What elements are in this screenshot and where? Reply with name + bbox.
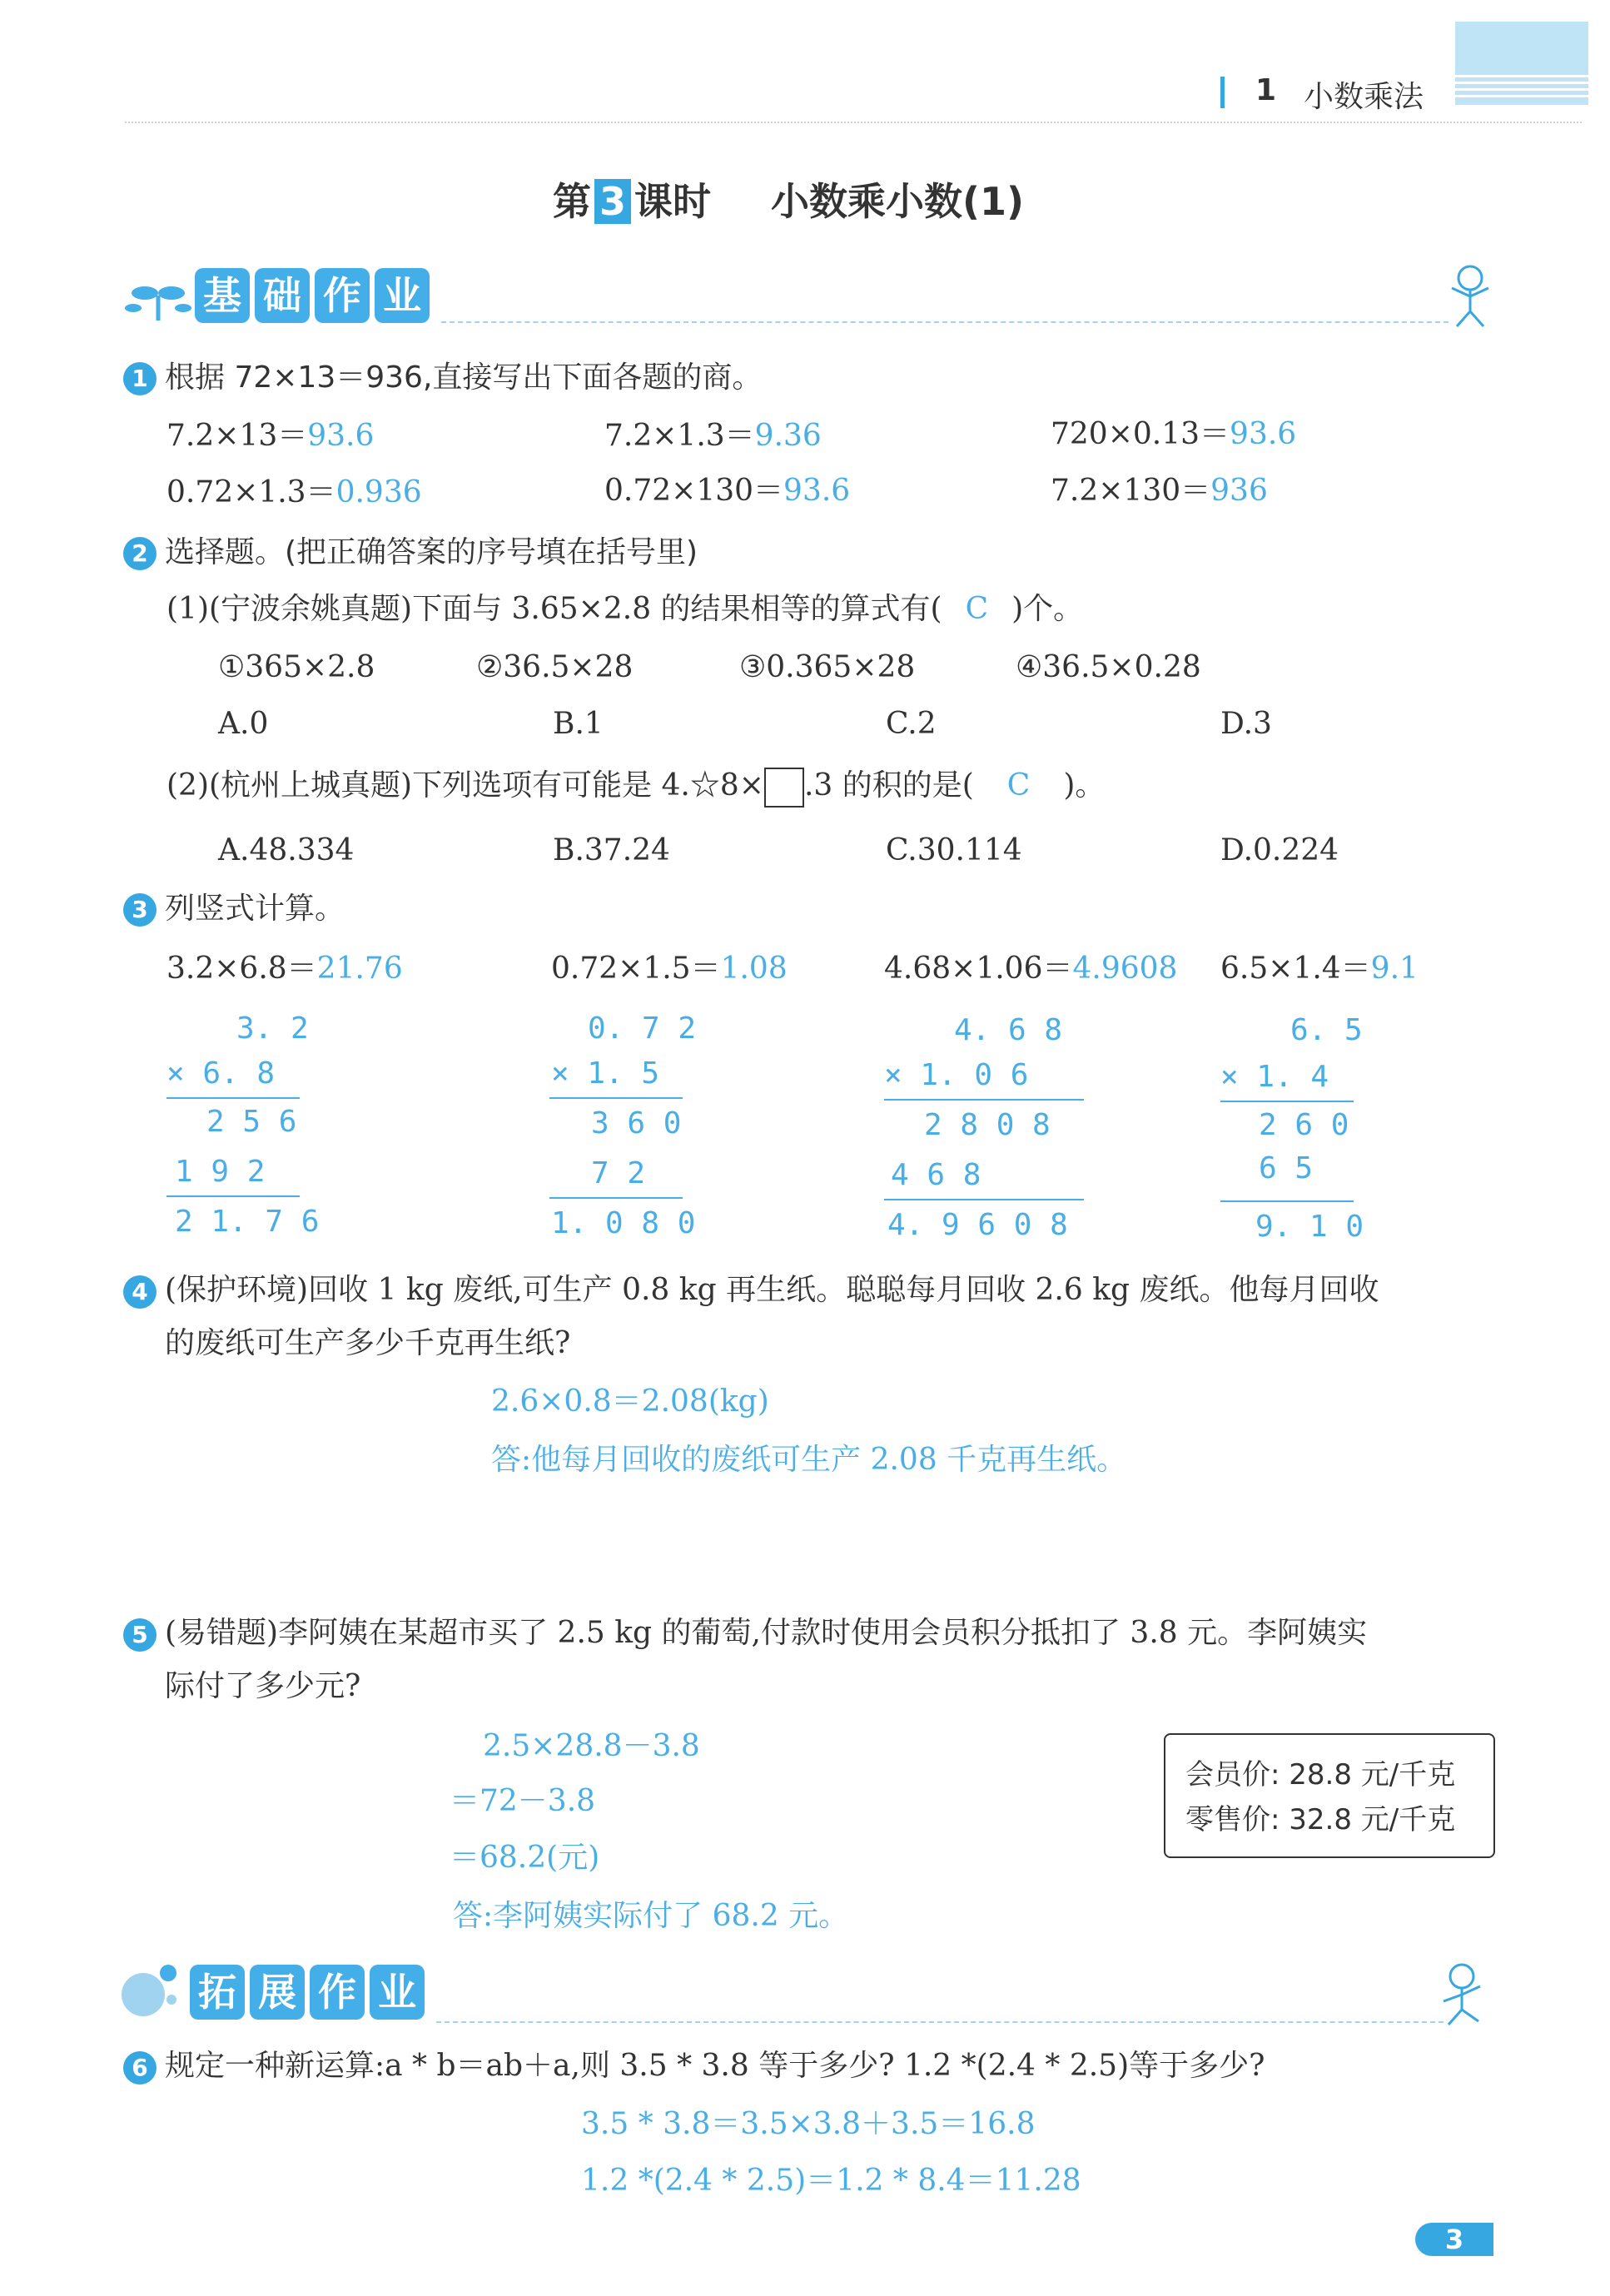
q2-option: ②36.5×28 [476, 650, 634, 684]
stem-text: )。 [1063, 768, 1106, 803]
vertical-row: × 1. 4 [1220, 1060, 1329, 1094]
q1-item [604, 418, 822, 455]
q2-choice: D.3 [1220, 707, 1272, 741]
stem-text: )个。 [1011, 592, 1084, 626]
answer: 93.6 [307, 419, 375, 453]
vertical-rule [884, 1199, 1084, 1200]
answer: C [965, 592, 989, 626]
q1-item [604, 473, 850, 509]
vertical-row: 1. 0 8 0 [551, 1206, 696, 1240]
answer: 21.76 [316, 952, 403, 986]
vertical-row: 3. 2 [236, 1011, 309, 1046]
q3-item [166, 951, 403, 987]
expression: 720×0.13＝ [1051, 417, 1230, 451]
q2-part2-stem [166, 768, 1105, 808]
question-text-cont: 际付了多少元? [165, 1669, 361, 1703]
expression: 7.2×13＝ [166, 419, 308, 453]
q3-item [1220, 951, 1419, 987]
section-basic-char: 础 [255, 268, 310, 323]
q3-item [884, 951, 1177, 987]
price-box [1164, 1733, 1495, 1858]
expression: 6.5×1.4＝ [1220, 952, 1371, 986]
question-number: 3 [123, 893, 157, 927]
vertical-rule [1220, 1101, 1354, 1102]
q5-work-line: 2.5×28.8－3.8 [483, 1729, 700, 1763]
section-basic-char: 作 [315, 268, 370, 323]
price-retail: 零售价: 32.8 元/千克 [1185, 1803, 1456, 1836]
q1-item [1051, 473, 1268, 509]
section-ext-divider [436, 2021, 1444, 2023]
cartoon-kid-icon [1440, 263, 1500, 333]
vertical-row: 0. 7 2 [588, 1011, 697, 1046]
expression: 0.72×1.3＝ [166, 475, 336, 509]
expression: 0.72×130＝ [604, 474, 784, 508]
vertical-row: 1 9 2 [175, 1155, 266, 1189]
chapter-number: 1 [1255, 73, 1277, 107]
lesson-prefix: 第 [553, 179, 591, 224]
section-ext-char: 业 [370, 1965, 425, 2020]
question-text: (保护环境)回收 1 kg 废纸,可生产 0.8 kg 再生纸。聪聪每月回收 2.6 kg 废纸。他每月回收 [165, 1273, 1379, 1307]
q2-choice: D.0.224 [1220, 833, 1339, 867]
vertical-row: 4. 9 6 0 8 [887, 1208, 1068, 1242]
stem-text: (1)(宁波余姚真题)下面与 3.65×2.8 的结果相等的算式有( [166, 592, 942, 626]
vertical-row: 2 5 6 [206, 1105, 297, 1139]
vertical-row: 7 2 [591, 1156, 646, 1190]
q2-choice: A.0 [218, 707, 269, 741]
question-1 [123, 360, 762, 396]
vertical-row: × 1. 5 [551, 1056, 660, 1091]
lesson-suffix: 课时 [634, 179, 711, 224]
cartoon-kid-icon [1432, 1961, 1492, 2031]
question-6 [123, 2048, 1265, 2085]
q2-option: ①365×2.8 [218, 650, 375, 684]
question-text: 列竖式计算。 [165, 892, 345, 926]
question-text-cont: 的废纸可生产多少千克再生纸? [165, 1326, 571, 1360]
answer: 1.08 [720, 952, 788, 986]
answer: 9.1 [1370, 952, 1419, 986]
section-ext-char: 拓 [190, 1965, 245, 2020]
question-2 [123, 534, 698, 571]
answer: 0.936 [335, 475, 422, 509]
header-divider [125, 122, 1582, 123]
q2-option: ③0.365×28 [739, 650, 916, 684]
question-text: 规定一种新运算:a * b＝ab＋a,则 3.5 * 3.8 等于多少? 1.2 *(2.4 * 2.5)等于多少? [165, 2049, 1265, 2083]
sprout-icon [125, 275, 191, 328]
answer: 4.9608 [1072, 952, 1178, 986]
vertical-row: 6 5 [1259, 1151, 1314, 1185]
q3-item [551, 951, 788, 987]
price-member: 会员价: 28.8 元/千克 [1185, 1758, 1456, 1792]
vertical-rule [549, 1197, 683, 1199]
q5-work-line: ＝72－3.8 [450, 1784, 596, 1818]
vertical-row: 3 6 0 [591, 1106, 682, 1141]
page-number-tab [1415, 2223, 1493, 2256]
q4-work: 2.6×0.8＝2.08(kg) [491, 1384, 769, 1419]
q1-item [1051, 416, 1296, 453]
bubbles-icon [117, 1956, 183, 2026]
vertical-row: 6. 5 [1290, 1013, 1363, 1047]
question-number: 5 [123, 1618, 157, 1652]
section-basic-title [195, 268, 435, 323]
section-basic-char: 业 [375, 268, 430, 323]
q6-work-line: 3.5 * 3.8＝3.5×3.8＋3.5＝16.8 [581, 2107, 1036, 2141]
answer: 93.6 [1230, 417, 1297, 451]
vertical-row: 2 6 0 [1259, 1108, 1349, 1142]
vertical-rule [1220, 1200, 1354, 1202]
vertical-row: 4 6 8 [891, 1158, 981, 1192]
answer: 9.36 [754, 419, 822, 453]
q2-choice: B.37.24 [553, 833, 670, 867]
expression: 7.2×130＝ [1051, 474, 1211, 508]
vertical-row: 2 8 0 8 [924, 1108, 1051, 1142]
vertical-rule [549, 1097, 683, 1099]
vertical-rule [166, 1195, 300, 1197]
q4-answer: 答:他每月回收的废纸可生产 2.08 千克再生纸。 [491, 1443, 1127, 1477]
header-stripes [1455, 75, 1588, 100]
vertical-rule [884, 1099, 1084, 1101]
section-basic-divider [441, 321, 1449, 323]
section-basic-char: 基 [195, 268, 250, 323]
question-4 [123, 1272, 1379, 1309]
answer: 93.6 [783, 474, 851, 508]
question-5 [123, 1615, 1367, 1652]
section-ext-char: 展 [250, 1965, 305, 2020]
q2-part1-stem [166, 591, 1083, 628]
q2-choice: C.30.114 [886, 833, 1022, 867]
expression: 0.72×1.5＝ [551, 952, 721, 986]
stem-text: .3 的积的是( [803, 768, 974, 803]
q2-choice: B.1 [553, 707, 604, 741]
q2-option: ④36.5×0.28 [1016, 650, 1201, 684]
answer: 936 [1210, 474, 1268, 508]
vertical-rule [166, 1097, 300, 1099]
expression: 3.2×6.8＝ [166, 952, 317, 986]
vertical-row: × 6. 8 [166, 1056, 276, 1091]
vertical-row: 9. 1 0 [1255, 1210, 1364, 1244]
header-bar [1220, 77, 1225, 108]
chapter-title: 小数乘法 [1304, 80, 1424, 114]
blank-box [764, 768, 804, 808]
question-number: 6 [123, 2051, 157, 2085]
q1-item [166, 475, 422, 511]
section-ext-char: 作 [310, 1965, 365, 2020]
section-ext-title [190, 1965, 430, 2020]
question-text: 根据 72×13＝936,直接写出下面各题的商。 [165, 360, 763, 395]
q2-choice: A.48.334 [218, 833, 355, 867]
stem-text: (2)(杭州上城真题)下列选项有可能是 4.☆8× [166, 768, 764, 803]
q6-work-line: 1.2 *(2.4 * 2.5)＝1.2 * 8.4＝11.28 [581, 2164, 1081, 2198]
expression: 7.2×1.3＝ [604, 419, 755, 453]
vertical-row: 2 1. 7 6 [175, 1205, 320, 1239]
question-3 [123, 891, 345, 927]
page-number: 3 [1444, 2224, 1464, 2255]
vertical-row: 4. 6 8 [954, 1013, 1063, 1047]
answer: C [1006, 768, 1031, 803]
expression: 4.68×1.06＝ [884, 952, 1073, 986]
question-text: (易错题)李阿姨在某超市买了 2.5 kg 的葡萄,付款时使用会员积分抵扣了 3.8 元。李阿姨实 [165, 1616, 1368, 1650]
q5-work-line: ＝68.2(元) [450, 1841, 600, 1875]
q2-choice: C.2 [886, 707, 937, 741]
q5-answer: 答:李阿姨实际付了 68.2 元。 [453, 1899, 849, 1933]
lesson-number-badge: 3 [594, 179, 631, 224]
question-number: 2 [123, 537, 157, 570]
lesson-title-text: 小数乘小数(1) [771, 179, 1025, 224]
lesson-title [553, 171, 1024, 226]
q1-item [166, 418, 374, 455]
vertical-row: × 1. 0 6 [884, 1058, 1029, 1092]
question-text: 选择题。(把正确答案的序号填在括号里) [165, 535, 698, 569]
question-number: 1 [123, 362, 157, 395]
question-number: 4 [123, 1275, 157, 1309]
